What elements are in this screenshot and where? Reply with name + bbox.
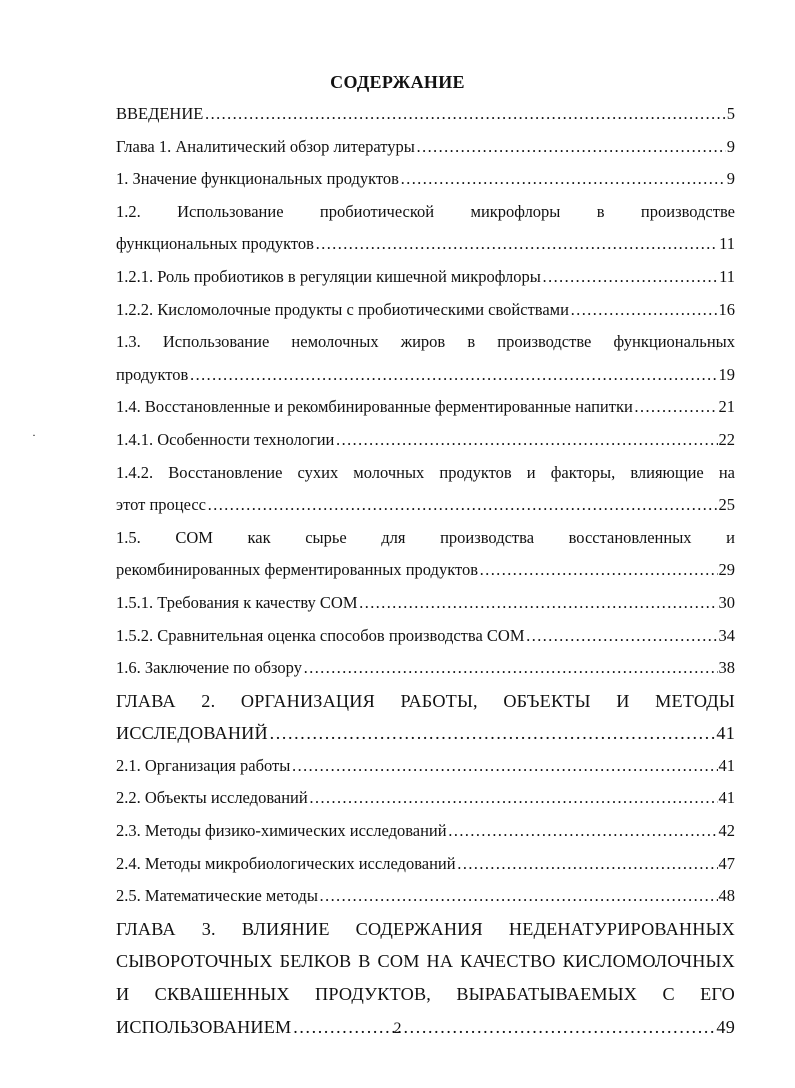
toc-word: НЕДЕНАТУРИРОВАННЫХ (508, 918, 735, 939)
toc-word: 1.5. (116, 527, 141, 547)
toc-leader-dots (315, 228, 718, 261)
toc-word: ГЛАВА (116, 690, 176, 711)
toc-leader-dots (526, 620, 718, 653)
toc-word: факторы, (550, 462, 616, 482)
toc-entry-page: 5 (726, 104, 735, 123)
toc-word: восстановленных (568, 527, 692, 547)
toc-entry-title: 2.3. Методы физико-химических исследований (116, 821, 447, 841)
toc-word: функциональных (613, 332, 735, 352)
toc-entry-page: 9 (726, 169, 735, 189)
toc-entry[interactable] (116, 163, 735, 196)
toc-entry-title: Глава 1. Аналитический обзор литературы (116, 136, 415, 156)
toc-word: ВЛИЯНИЕ (241, 918, 330, 939)
toc-leader-dots (335, 424, 717, 457)
toc-word: влияющие (630, 462, 704, 482)
toc-leader-dots (634, 391, 718, 424)
toc-leader-dots (457, 848, 718, 881)
toc-word: микрофлоры (470, 201, 561, 221)
toc-entry[interactable] (116, 717, 735, 750)
toc-word: 3. (201, 918, 216, 939)
toc-entry-page: 16 (718, 299, 735, 319)
toc-entry-title: продуктов (116, 364, 189, 384)
toc-entry-title: 1.4. Восстановленные и рекомбинированные ферментированные напитки (116, 397, 633, 417)
toc-entry-wrapped-line (116, 196, 735, 229)
toc-word: в (467, 332, 476, 352)
toc-entry-page: 48 (718, 886, 735, 906)
toc-word: БЕЛКОВ (279, 951, 352, 972)
toc-word: ВЫРАБАТЫВАЕМЫХ (456, 984, 638, 1005)
toc-leader-dots (189, 359, 717, 392)
toc-word: 1.3. (116, 332, 141, 352)
toc-title: СОДЕРЖАНИЕ (330, 72, 465, 92)
toc-leader-dots (359, 587, 718, 620)
toc-word: СОМ (175, 527, 213, 547)
toc-entry-title: 2.2. Объекты исследований (116, 788, 308, 808)
toc-entry-title: 1.2.2. Кисломолочные продукты с пробиотическими свойствами (116, 299, 569, 319)
toc-word: на (718, 462, 735, 482)
toc-word: 1.2. (116, 201, 141, 221)
toc-word: ГЛАВА (116, 918, 176, 939)
toc-entry-title: функциональных продуктов (116, 234, 314, 254)
toc-leader-dots (303, 652, 718, 685)
toc-word: 2. (201, 690, 216, 711)
toc-entry-page: 25 (718, 495, 735, 515)
toc-word: ЕГО (700, 984, 735, 1005)
toc-entry[interactable] (116, 880, 735, 913)
toc-entry-page: 21 (718, 397, 735, 417)
toc-entry-title: рекомбинированных ферментированных продуктов (116, 560, 479, 580)
toc-word: И (116, 984, 130, 1005)
toc-entry-page: 38 (718, 658, 735, 678)
toc-entry-page: 9 (726, 136, 735, 156)
scan-mark: · (32, 428, 36, 442)
toc-word: и (726, 527, 735, 547)
toc-word: НА (426, 951, 454, 972)
toc-word: СКВАШЕННЫХ (154, 984, 290, 1005)
toc-entry-title: этот процесс (116, 495, 206, 515)
toc-entry[interactable] (116, 782, 735, 815)
toc-leader-dots (204, 98, 725, 131)
toc-entry[interactable] (116, 815, 735, 848)
toc-leader-dots (309, 782, 718, 815)
toc-word: МЕТОДЫ (655, 690, 735, 711)
toc-word: пробиотической (319, 201, 435, 221)
toc-entry-page: 11 (719, 266, 735, 286)
toc-entry-title: ВВЕДЕНИЕ (116, 104, 204, 123)
toc-word: в (596, 201, 605, 221)
toc-entry[interactable] (116, 750, 735, 783)
toc-word: ОРГАНИЗАЦИЯ (240, 690, 375, 711)
toc-word: немолочных (291, 332, 379, 352)
toc-entry-title: ИССЛЕДОВАНИЙ (116, 723, 268, 744)
toc-entry-page: 47 (718, 853, 735, 873)
toc-word: сырье (305, 527, 347, 547)
toc-entry-title: 2.4. Методы микробиологических исследований (116, 853, 456, 873)
toc-word: С (662, 984, 675, 1005)
toc-word: И (616, 690, 630, 711)
toc-leader-dots (319, 880, 718, 913)
toc-leader-dots (207, 489, 718, 522)
toc-word: производстве (497, 332, 592, 352)
page-number: 2 (393, 1020, 402, 1037)
toc-entry-wrapped-line (116, 522, 735, 555)
toc-entry-title: 1.4.1. Особенности технологии (116, 429, 335, 449)
toc-word: и (526, 462, 536, 482)
toc-entry-title: 1.5.1. Требования к качеству СОМ (116, 592, 358, 612)
toc-entry[interactable] (116, 98, 735, 131)
toc-entry-title: 1. Значение функциональных продуктов (116, 169, 399, 189)
toc-entry-page: 41 (718, 755, 735, 775)
toc-entry[interactable] (116, 848, 735, 881)
toc-word: Использование (162, 332, 270, 352)
toc-entry[interactable] (116, 391, 735, 424)
toc-leader-dots (570, 294, 718, 327)
toc-entry-wrapped-line (116, 913, 735, 946)
toc-entry[interactable] (116, 261, 735, 294)
toc-entry-page: 42 (718, 821, 735, 841)
toc-entry[interactable] (116, 228, 735, 261)
toc-leader-dots (479, 554, 717, 587)
toc-entry-page: 22 (718, 429, 735, 449)
toc-word: СОМ (377, 951, 420, 972)
toc-word: для (381, 527, 406, 547)
toc-word: СОДЕРЖАНИЯ (355, 918, 483, 939)
toc-word: сухих (297, 462, 339, 482)
toc-entry-title: 1.2.1. Роль пробиотиков в регуляции кишечной микрофлоры (116, 266, 541, 286)
toc-word: продуктов (439, 462, 512, 482)
toc-entry-title: ИСПОЛЬЗОВАНИЕМ (116, 1016, 292, 1037)
toc-leader-dots (542, 261, 718, 294)
toc-entry[interactable] (116, 652, 735, 685)
toc-entry-title: 1.6. Заключение по обзору (116, 658, 302, 678)
toc-entry[interactable] (116, 359, 735, 392)
toc-word: ОБЪЕКТЫ (503, 690, 591, 711)
toc-leader-dots (269, 717, 716, 750)
toc-entry[interactable] (116, 587, 735, 620)
toc-leader-dots (448, 815, 718, 848)
toc-entry[interactable] (116, 554, 735, 587)
toc-word: ПРОДУКТОВ, (315, 984, 432, 1005)
toc-word: РАБОТЫ, (400, 690, 478, 711)
toc-leader-dots (291, 750, 717, 783)
toc-word: как (247, 527, 271, 547)
table-of-contents (116, 98, 735, 1043)
toc-leader-dots (416, 131, 726, 164)
toc-word: В (358, 951, 371, 972)
toc-entry[interactable] (116, 489, 735, 522)
toc-entry-page: 41 (718, 788, 735, 808)
toc-entry-page: 41 (716, 723, 735, 744)
toc-word: 1.4.2. (116, 462, 154, 482)
toc-leader-dots (400, 163, 726, 196)
toc-entry-page: 49 (716, 1016, 735, 1037)
toc-word: производстве (640, 201, 735, 221)
toc-entry-page: 11 (719, 234, 735, 254)
toc-entry-title: 2.1. Организация работы (116, 755, 291, 775)
toc-entry-page: 34 (718, 625, 735, 645)
toc-entry-wrapped-line (116, 326, 735, 359)
toc-entry[interactable] (116, 424, 735, 457)
toc-entry-page: 29 (718, 560, 735, 580)
toc-entry[interactable] (116, 131, 735, 164)
toc-word: жиров (400, 332, 446, 352)
toc-entry-page: 30 (718, 592, 735, 612)
toc-word: производства (440, 527, 535, 547)
toc-entry-page: 19 (718, 364, 735, 384)
toc-entry-wrapped-line (116, 457, 735, 490)
toc-entry-title: 2.5. Математические методы (116, 886, 318, 906)
toc-word: Использование (177, 201, 284, 221)
toc-word: молочных (353, 462, 425, 482)
toc-entry[interactable] (116, 620, 735, 653)
toc-entry-wrapped-line (116, 945, 735, 978)
toc-word: КИСЛОМОЛОЧНЫХ (562, 951, 735, 972)
toc-entry-wrapped-line (116, 685, 735, 718)
toc-entry-title: 1.5.2. Сравнительная оценка способов производства СОМ (116, 625, 525, 645)
toc-word: Восстановление (168, 462, 283, 482)
toc-entry[interactable] (116, 294, 735, 327)
toc-entry-wrapped-line (116, 978, 735, 1011)
toc-word: КАЧЕСТВО (460, 951, 556, 972)
toc-word: СЫВОРОТОЧНЫХ (116, 951, 273, 972)
